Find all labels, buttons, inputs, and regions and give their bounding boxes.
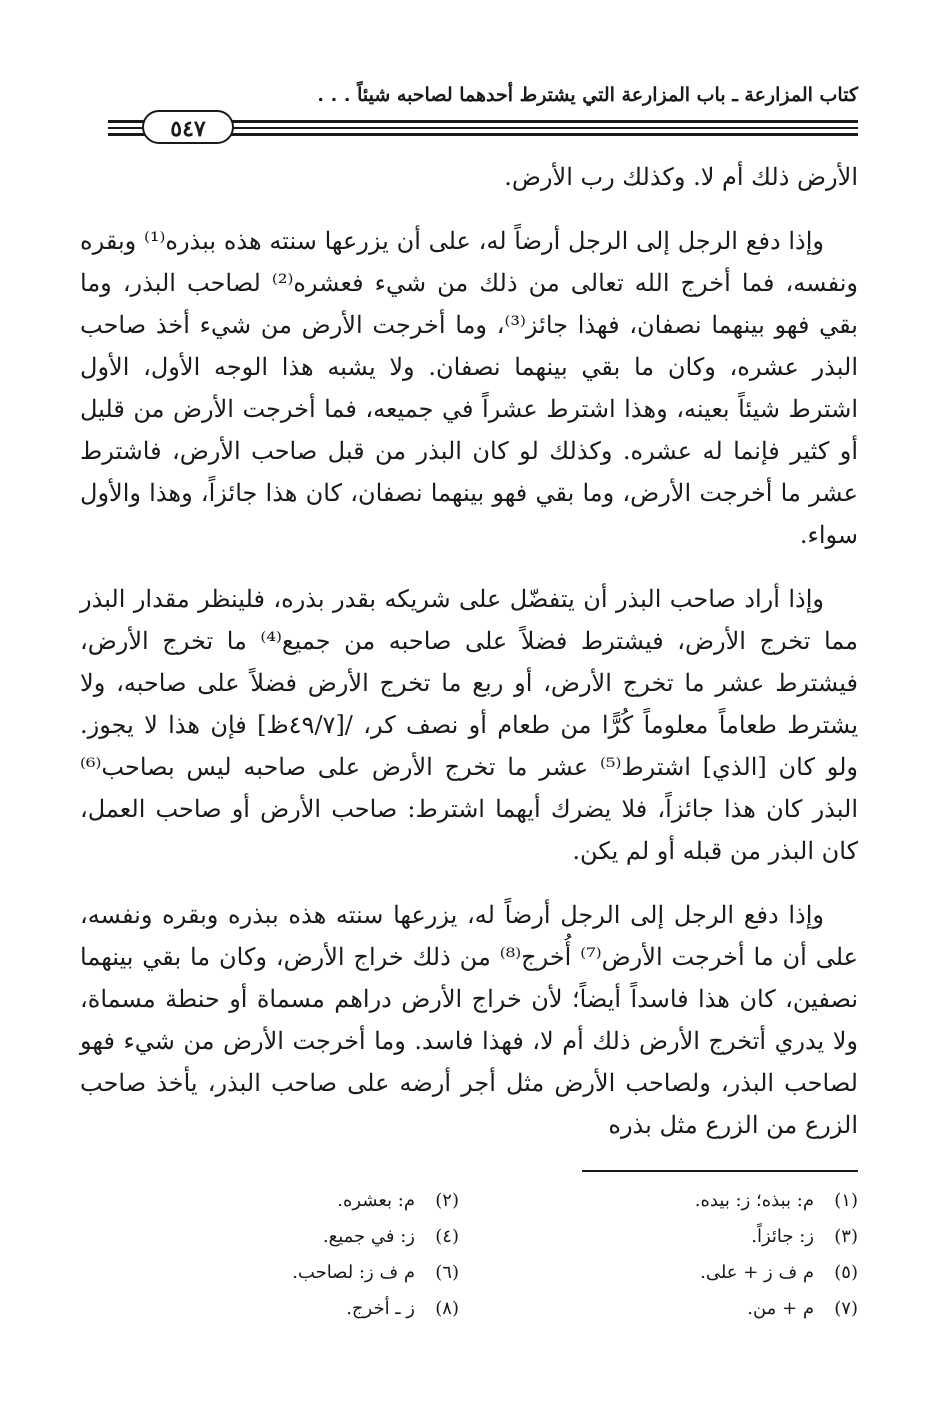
footnote-8 [100,1292,459,1326]
paragraph-4: وإذا دفع الرجل إلى الرجل أرضاً له، يزرعها سنته هذه ببذره وبقره ونفسه، على أن ما أخرجت الأرض⁽⁷⁾ أُخرج⁽⁸⁾ من ذلك خراج الأرض، وكان ما بقي بينهما نصفين، كان هذا فاسداً أيضاً؛ لأن خراج الأرض دراهم مسماة أو حنطة مسماة، ولا يدري أتخرج الأرض ذلك أم لا، فهذا فاسد. وما أخرجت الأرض من شيء فهو لصاحب البذر، ولصاحب الأرض مثل أجر أرضه على صاحب البذر، يأخذ صاحب الزرع من الزرع مثل بذره [80,901,859,1139]
paragraph-1: الأرض ذلك أم لا. وكذلك رب الأرض. [504,163,858,191]
footnote-text: ز ـ أخرج. [346,1298,415,1319]
footnote-6 [100,1256,459,1290]
footnote-text: م: بعشره. [337,1190,415,1211]
footnote-separator [582,1170,858,1172]
footnote-number: (٧) [834,1298,858,1319]
running-header-title: كتاب المزارعة ـ باب المزارعة التي يشترط أحدهما لصاحبه شيئاً . . . [317,84,858,106]
footnote-number: (١) [834,1190,858,1211]
footnote-1 [499,1184,858,1218]
footnote-number: (٨) [435,1298,459,1319]
footnote-number: (٣) [834,1226,858,1247]
footnote-2 [100,1184,459,1218]
footnote-number: (٤) [435,1226,459,1247]
main-text [80,156,858,1168]
footnote-3 [499,1220,858,1254]
footnote-number: (٦) [435,1262,459,1283]
footnote-text: م ف ز + على. [700,1262,814,1283]
footnote-7 [499,1292,858,1326]
paragraph-2: وإذا دفع الرجل إلى الرجل أرضاً له، على أن يزرعها سنته هذه ببذره⁽¹⁾ وبقره ونفسه، فما أخرج الله تعالى من ذلك من شيء فعشره⁽²⁾ لصاحب البذر، وما بقي فهو بينهما نصفان، فهذا جائز⁽³⁾، وما أخرجت الأرض من شيء أخذ صاحب البذر عشره، وكان ما بقي بينهما نصفان. ولا يشبه هذا الوجه الأول، الأول اشترط شيئاً بعينه، وهذا اشترط عشراً في جميعه، فما أخرجت الأرض من قليل أو كثير فإنما له عشره. وكذلك لو كان البذر من قبل صاحب الأرض، فاشترط عشر ما أخرجت الأرض، وما بقي فهو بينهما نصفان، كان هذا جائزاً، وهذا والأول سواء. [80,227,859,549]
paragraph-3: وإذا أراد صاحب البذر أن يتفضّل على شريكه بقدر بذره، فلينظر مقدار البذر مما تخرج الأرض، فيشترط فضلاً على صاحبه من جميع⁽⁴⁾ ما تخرج الأرض، فيشترط عشر ما تخرج الأرض، أو ربع ما تخرج الأرض فضلاً على صاحبه، ولا يشترط طعاماً معلوماً كُرًّا من طعام أو نصف كر، /[٤٩/٧ظ] فإن هذا لا يجوز. ولو كان [الذي] اشترط⁽⁵⁾ عشر ما تخرج الأرض على صاحبه ليس بصاحب⁽⁶⁾ البذر كان هذا جائزاً، فلا يضرك أيهما اشترط: صاحب الأرض أو صاحب العمل، كان البذر من قبله أو لم يكن. [80,585,859,865]
footnote-5 [499,1256,858,1290]
footnote-text: م ف ز: لصاحب. [292,1262,415,1283]
page-number: ٥٤٧ [142,110,234,144]
footnote-text: ز: في جميع. [322,1226,415,1247]
footnote-number: (٥) [834,1262,858,1283]
footnote-text: ز: جائزاً. [751,1226,814,1247]
footnotes [100,1184,858,1326]
footnote-4 [100,1220,459,1254]
footnote-number: (٢) [435,1190,459,1211]
footnote-text: م: ببذه؛ ز: بيده. [694,1190,814,1211]
footnote-text: م + من. [747,1298,814,1319]
